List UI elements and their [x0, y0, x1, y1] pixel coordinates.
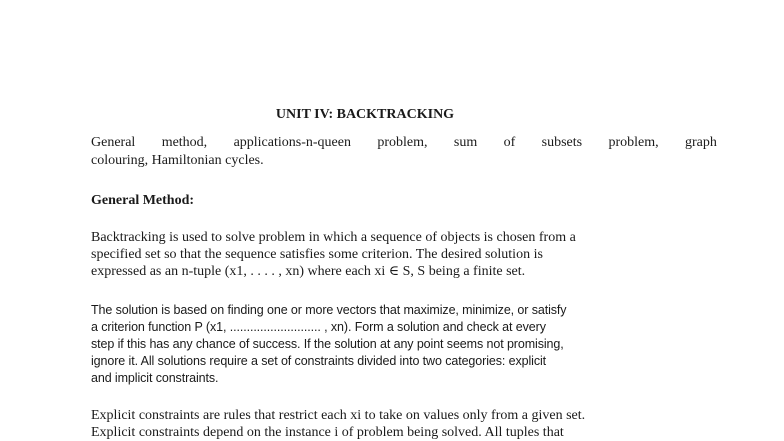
topic-word: subsets — [541, 135, 583, 150]
paragraph-line: Explicit constraints depend on the instance i of problem being solved. All tuples that — [91, 425, 564, 440]
paragraph-line: Backtracking is used to solve problem in which a sequence of objects is chosen from a — [91, 230, 576, 245]
paragraph-line: and implicit constraints. — [91, 371, 219, 385]
topic-word: method, — [161, 135, 208, 150]
topics-line — [91, 135, 717, 151]
topic-word: problem, — [608, 135, 659, 150]
section-heading: General Method: — [91, 193, 195, 208]
topic-word: problem, — [377, 135, 428, 150]
paragraph-line: step if this has any chance of success. If the solution at any point seems not promising, — [91, 337, 564, 351]
topic-word: General — [91, 135, 136, 150]
paragraph-line: expressed as an n-tuple (x1, . . . . , xn) where each xi ∈ S, S being a finite set. — [91, 264, 526, 279]
topic-word: graph — [685, 135, 717, 150]
topic-word: sum — [453, 135, 478, 150]
paragraph-line: The solution is based on finding one or more vectors that maximize, minimize, or satisfy — [91, 303, 567, 317]
topic-word: applications-n-queen — [233, 135, 351, 150]
topics-line-2: colouring, Hamiltonian cycles. — [91, 153, 264, 168]
paragraph-line: specified set so that the sequence satisfies some criterion. The desired solution is — [91, 247, 543, 262]
paragraph-line: ignore it. All solutions require a set of constraints divided into two categories: explicit — [91, 354, 547, 368]
paragraph-line: Explicit constraints are rules that restrict each xi to take on values only from a given set. — [91, 408, 586, 423]
page-title: UNIT IV: BACKTRACKING — [275, 107, 455, 122]
topic-word: of — [503, 135, 516, 150]
paragraph-line: a criterion function P (x1, ........................... , xn). Form a solution and check at every — [91, 320, 546, 334]
